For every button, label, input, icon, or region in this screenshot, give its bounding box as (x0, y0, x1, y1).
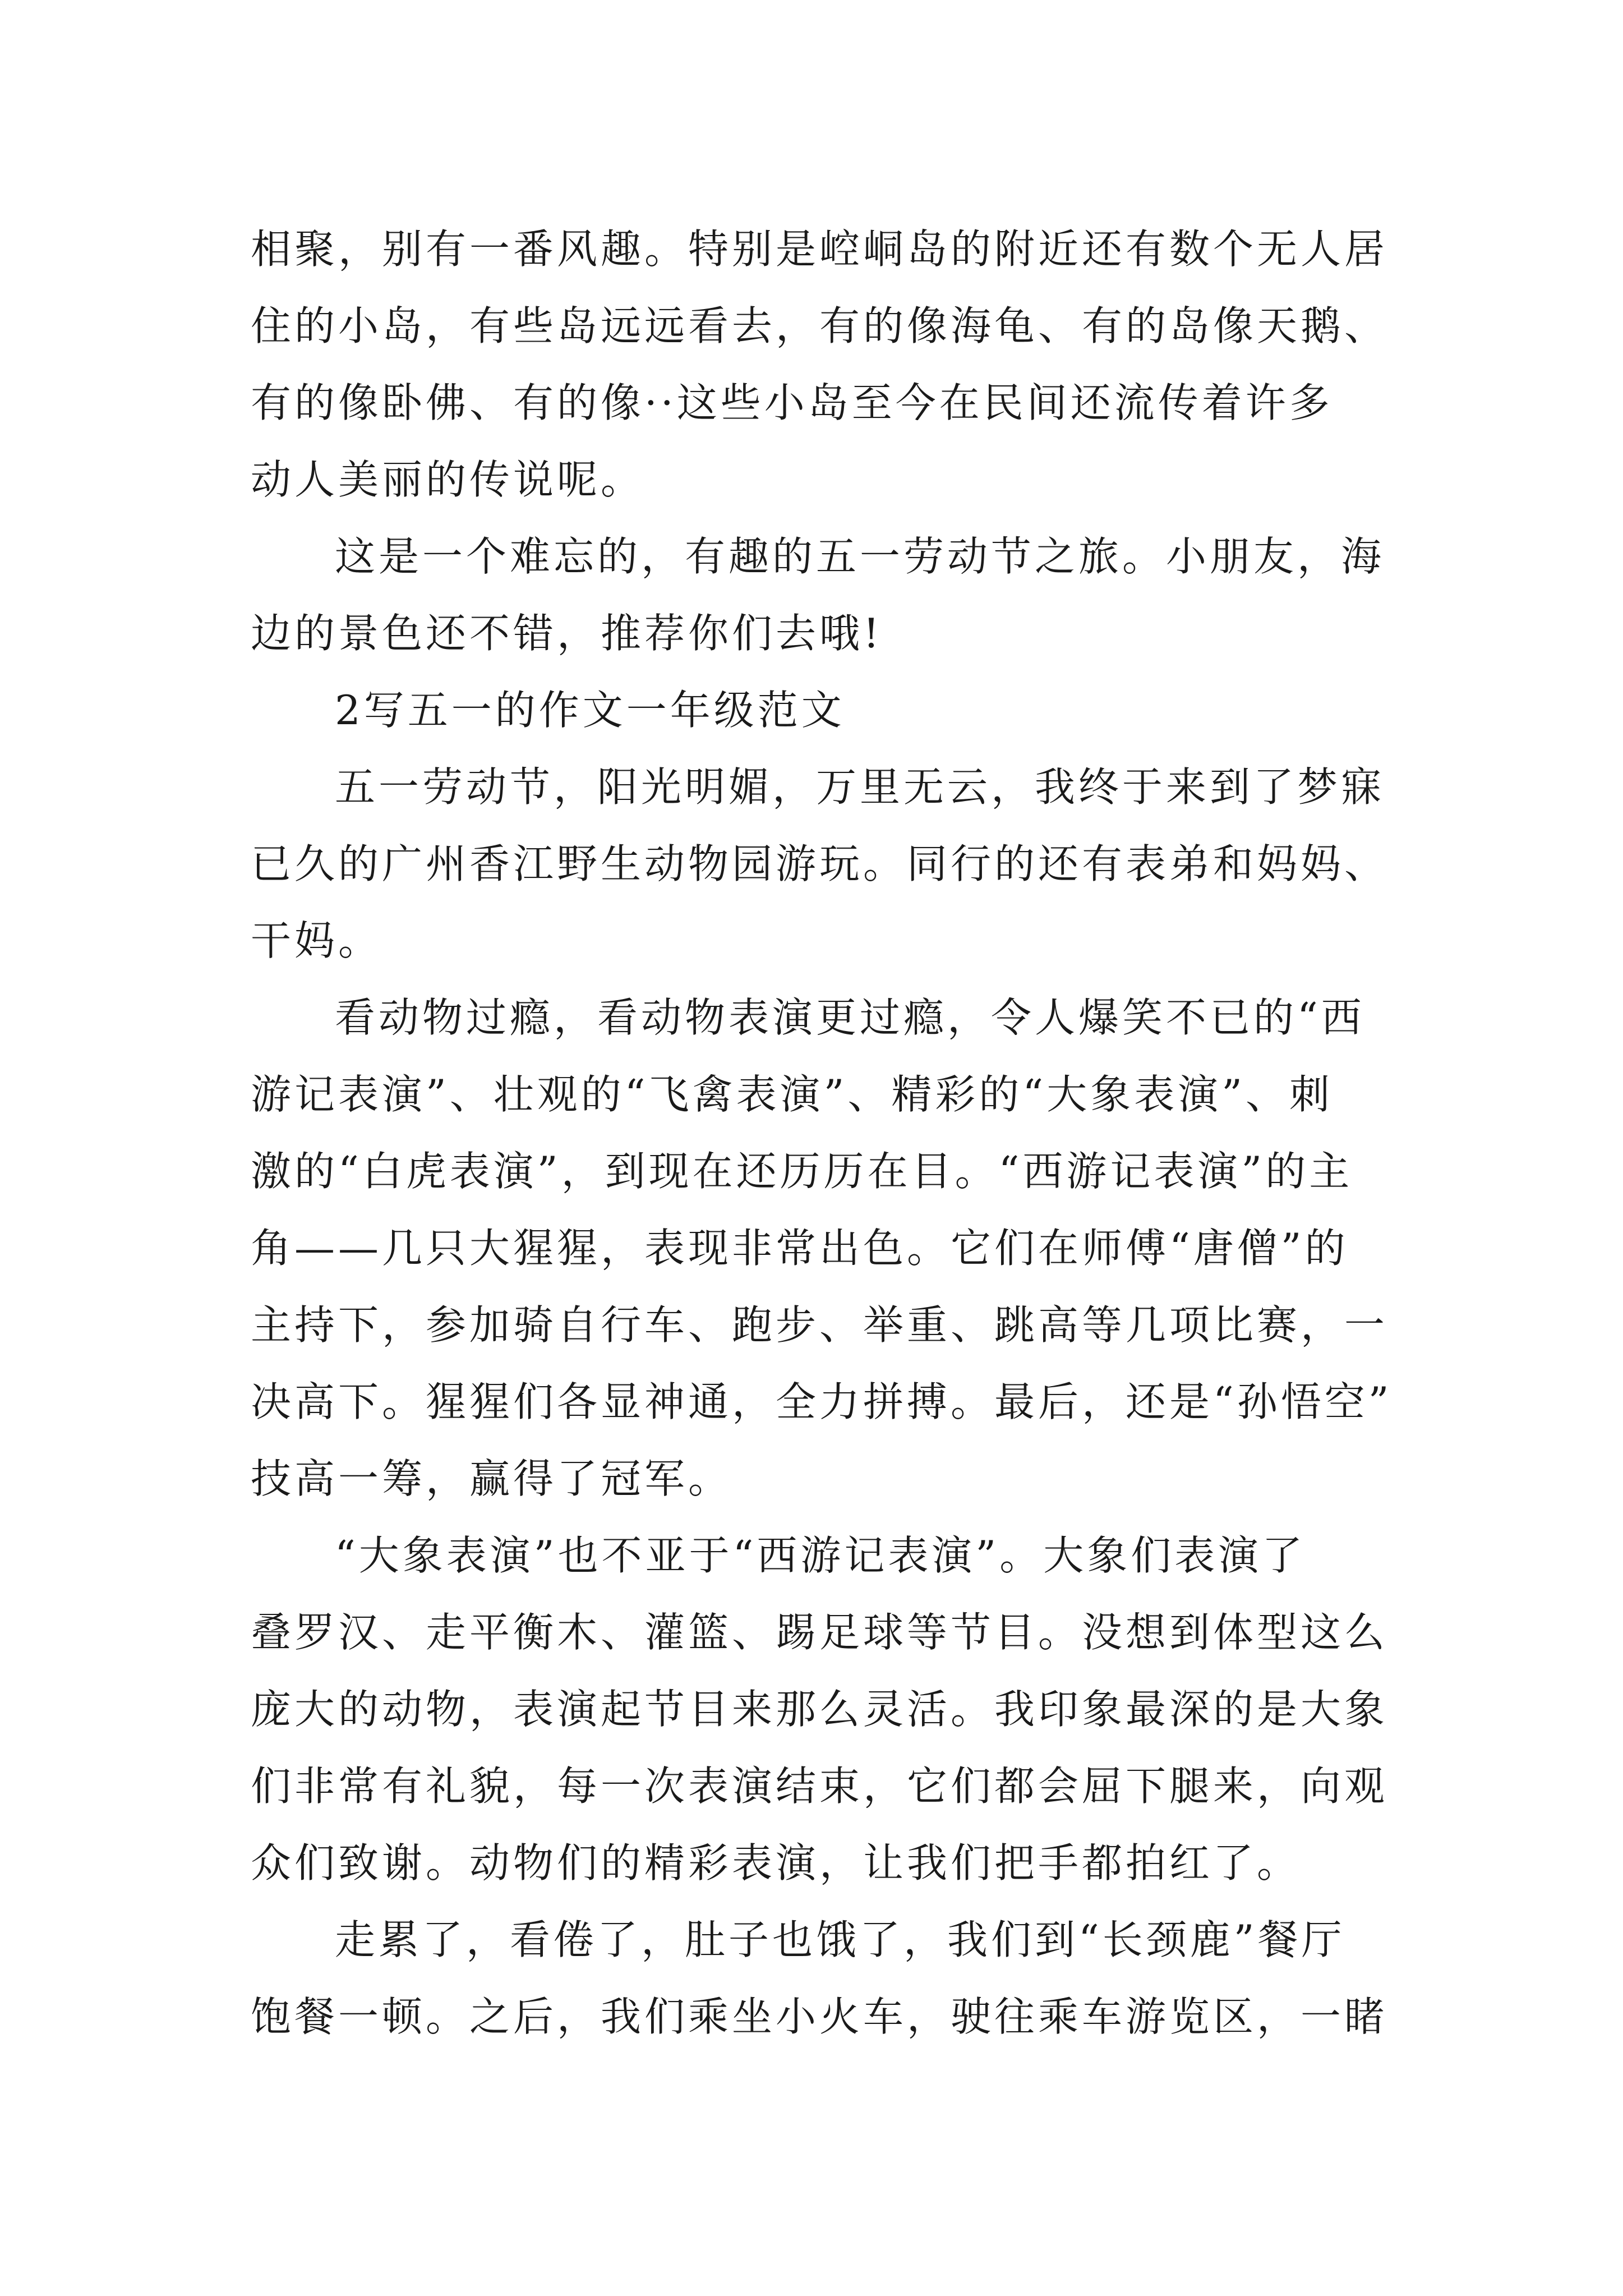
text-line: 主持下，参加骑自行车、跑步、举重、跳高等几项比赛，一 (251, 1301, 1389, 1349)
text-line: 角——几只大猩猩，表现非常出色。它们在师傅“唐僧”的 (251, 1225, 1349, 1272)
text-line: 住的小岛，有些岛远远看去，有的像海龟、有的岛像天鹅、 (251, 302, 1389, 349)
text-line: 众们致谢。动物们的精彩表演，让我们把手都拍红了。 (251, 1839, 1301, 1887)
text-line: 五一劳动节，阳光明媚，万里无云，我终于来到了梦寐 (335, 763, 1385, 811)
text-line: 叠罗汉、走平衡木、灌篮、踢足球等节目。没想到体型这么 (251, 1609, 1389, 1656)
text-line: 有的像卧佛、有的像··这些小岛至今在民间还流传着许多 (251, 379, 1333, 426)
text-line: 看动物过瘾，看动物表演更过瘾，令人爆笑不已的“西 (335, 994, 1365, 1041)
text-line: 相聚，别有一番风趣。特别是崆峒岛的附近还有数个无人居 (251, 226, 1389, 273)
text-line: 边的景色还不错，推荐你们去哦! (251, 610, 883, 657)
text-line: 游记表演”、壮观的“飞禽表演”、精彩的“大象表演”、刺 (251, 1071, 1334, 1118)
text-line: 决高下。猩猩们各显神通，全力拼搏。最后，还是“孙悟空” (251, 1378, 1393, 1425)
text-line: 饱餐一顿。之后，我们乘坐小火车，驶往乘车游览区，一睹 (251, 1993, 1389, 2040)
text-line: 激的“白虎表演”，到现在还历历在目。“西游记表演”的主 (251, 1148, 1353, 1195)
text-line: 动人美丽的传说呢。 (251, 456, 645, 503)
text-line: 这是一个难忘的，有趣的五一劳动节之旅。小朋友，海 (335, 533, 1385, 580)
text-line: 庞大的动物，表演起节目来那么灵活。我印象最深的是大象 (251, 1686, 1389, 1733)
text-line: 们非常有礼貌，每一次表演结束，它们都会屈下腿来，向观 (251, 1763, 1389, 1810)
text-line: 干妈。 (251, 917, 382, 964)
text-line: “大象表演”也不亚于“西游记表演”。大象们表演了 (335, 1532, 1306, 1579)
section-heading: 2写五一的作文一年级范文 (335, 687, 845, 734)
document-body (251, 211, 1406, 2055)
text-line: 技高一筹，赢得了冠军。 (251, 1455, 732, 1502)
text-line: 已久的广州香江野生动物园游玩。同行的还有表弟和妈妈、 (251, 840, 1389, 887)
text-line: 走累了，看倦了，肚子也饿了，我们到“长颈鹿”餐厅 (335, 1916, 1345, 1963)
